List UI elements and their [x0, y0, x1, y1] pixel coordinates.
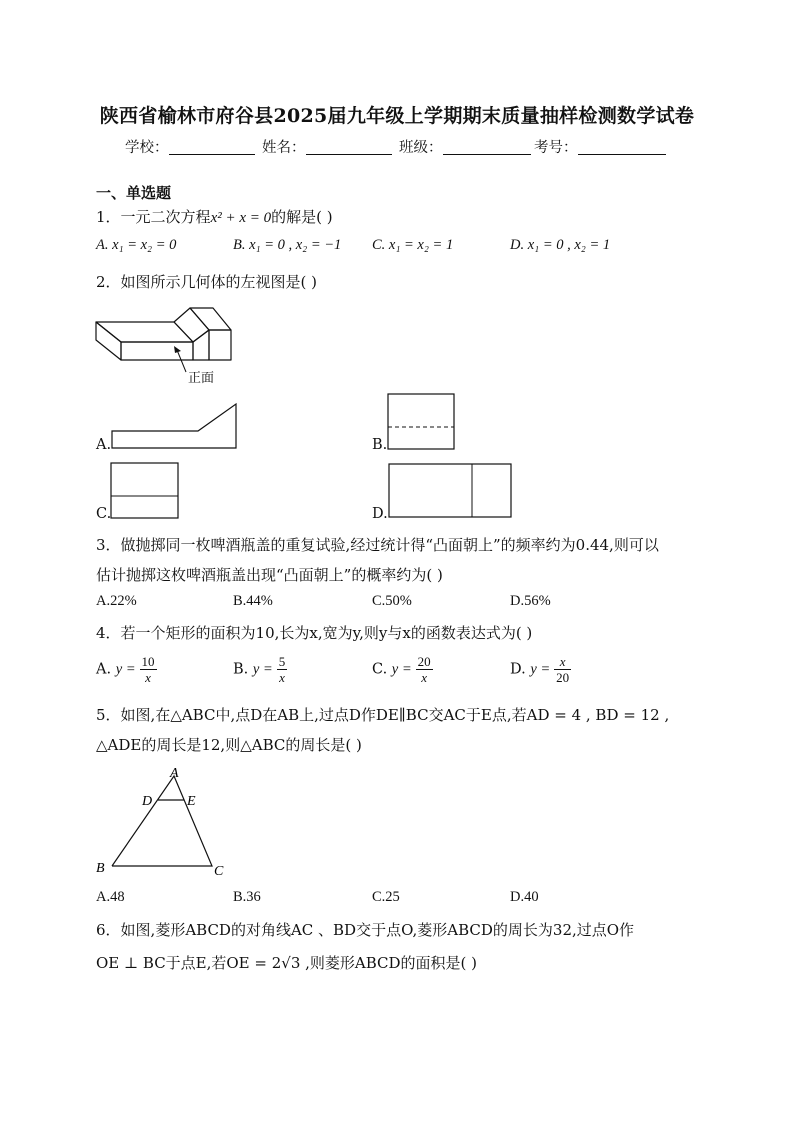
- option-b[interactable]: B.44%: [233, 593, 273, 609]
- field-class-label: 班级：: [399, 140, 443, 156]
- field-examno: [534, 136, 666, 157]
- front-arrow: [177, 350, 186, 372]
- field-examno-blank[interactable]: [578, 140, 666, 155]
- question-3-line2: 估计抛掷这枚啤酒瓶盖出现“凸面朝上”的概率约为( ): [96, 566, 443, 584]
- option-c[interactable]: C.25: [372, 889, 400, 905]
- option-c-letter[interactable]: C.: [96, 506, 112, 522]
- option-c[interactable]: C.50%: [372, 593, 412, 609]
- block-top-face: [190, 308, 231, 330]
- front-arrow-head: [174, 346, 181, 353]
- field-name-blank[interactable]: [306, 140, 392, 155]
- question-text: 若一个矩形的面积为10,长为x,宽为y,则y与x的函数表达式为( ): [120, 624, 533, 642]
- field-examno-label: 考号：: [534, 140, 578, 156]
- label-d: D: [142, 794, 153, 809]
- page-title: 陕西省榆林市府谷县2025届九年级上学期期末质量抽样检测数学试卷: [99, 105, 695, 127]
- slab-front-face: [121, 342, 193, 360]
- question-number: 4．: [96, 624, 121, 642]
- question-text: 如图所示几何体的左视图是( ): [120, 273, 318, 291]
- option-d[interactable]: D. x₁ = 0 , x₂ = 1: [510, 237, 611, 253]
- question-text: 如图,在△ABC中,点D在AB上,过点D作DE∥BC交AC于E点,若AD = 4 , BD = 12 ,: [120, 706, 670, 724]
- question-text: 如图,菱形ABCD的对角线AC 、BD交于点O,菱形ABCD的周长为32,过点O作: [120, 921, 635, 939]
- option-a[interactable]: A.22%: [96, 593, 137, 609]
- option-c[interactable]: C. x₁ = x₂ = 1: [372, 237, 454, 253]
- incline-top-face: [174, 308, 209, 342]
- option-a[interactable]: A.48: [96, 889, 125, 905]
- field-school: [125, 136, 255, 157]
- field-school-label: 学校：: [125, 140, 169, 156]
- slab-top-face: [96, 322, 193, 342]
- field-name: [262, 136, 392, 157]
- question-6-line2: OE ⊥ BC于点E,若OE = 2√3 ,则菱形ABCD的面积是( ): [96, 954, 478, 972]
- label-c: C: [214, 864, 224, 879]
- option-a[interactable]: A. x₁ = x₂ = 0: [96, 237, 177, 253]
- question-5-line2: △ADE的周长是12,则△ABC的周长是( ): [96, 736, 362, 754]
- option-a-view[interactable]: [110, 402, 240, 450]
- option-letter: C.: [372, 661, 388, 678]
- option-a[interactable]: A. y = $\frac{10}{x}$: [96, 654, 155, 685]
- option-b[interactable]: B.36: [233, 889, 261, 905]
- option-d-view[interactable]: [388, 463, 514, 519]
- question-number: 2．: [96, 273, 121, 291]
- field-name-label: 姓名：: [262, 140, 306, 156]
- option-d[interactable]: D.40: [510, 889, 539, 905]
- question-4: [96, 622, 532, 643]
- equation: x² + x = 0: [210, 210, 272, 226]
- option-d[interactable]: D. y = $\frac{x}{20}$: [510, 654, 570, 685]
- fraction: $\frac{5}{x}$: [278, 654, 286, 685]
- incline-front-face: [193, 330, 209, 360]
- option-d-letter[interactable]: D.: [372, 506, 388, 522]
- triangle-figure: [94, 762, 234, 880]
- question-2: [96, 271, 317, 292]
- option-letter: B.: [233, 661, 249, 678]
- question-text: 做抛掷同一枚啤酒瓶盖的重复试验,经过统计得“凸面朝上”的频率约为0.44,则可以: [120, 536, 659, 554]
- question-number: 1．: [96, 208, 121, 226]
- fraction: $\frac{10}{x}$: [141, 654, 155, 685]
- question-5: [96, 704, 669, 725]
- fraction: $\frac{x}{20}$: [556, 654, 570, 685]
- question-number: 3．: [96, 536, 121, 554]
- label-e: E: [187, 794, 196, 809]
- option-b[interactable]: B. x₁ = 0 , x₂ = −1: [233, 237, 342, 253]
- option-b[interactable]: B. y = $\frac{5}{x}$: [233, 654, 286, 685]
- field-class-blank[interactable]: [443, 140, 531, 155]
- question-number: 5．: [96, 706, 121, 724]
- question-number: 6．: [96, 921, 121, 939]
- question-text: 一元二次方程: [120, 208, 211, 226]
- slab-side-face: [96, 322, 121, 360]
- fraction: $\frac{20}{x}$: [417, 654, 431, 685]
- field-class: [399, 136, 531, 157]
- option-b-letter[interactable]: B.: [372, 437, 388, 453]
- label-b: B: [96, 861, 105, 876]
- option-letter: D.: [510, 661, 526, 678]
- front-label: 正面: [188, 371, 215, 386]
- label-a: A: [170, 766, 179, 781]
- block-front-face: [209, 330, 231, 360]
- question-1: [96, 206, 333, 227]
- option-b-view[interactable]: [387, 393, 457, 451]
- solid-figure: [90, 300, 240, 392]
- option-c[interactable]: C. y = $\frac{20}{x}$: [372, 654, 431, 685]
- question-6: [96, 919, 634, 940]
- section-title: 一、单选题: [96, 184, 172, 202]
- option-a-letter[interactable]: A.: [96, 437, 112, 453]
- option-c-view[interactable]: [110, 462, 180, 520]
- option-letter: A.: [96, 661, 112, 678]
- question-3: [96, 534, 659, 555]
- option-d[interactable]: D.56%: [510, 593, 551, 609]
- field-school-blank[interactable]: [169, 140, 255, 155]
- question-text-end: 的解是( ): [271, 208, 333, 226]
